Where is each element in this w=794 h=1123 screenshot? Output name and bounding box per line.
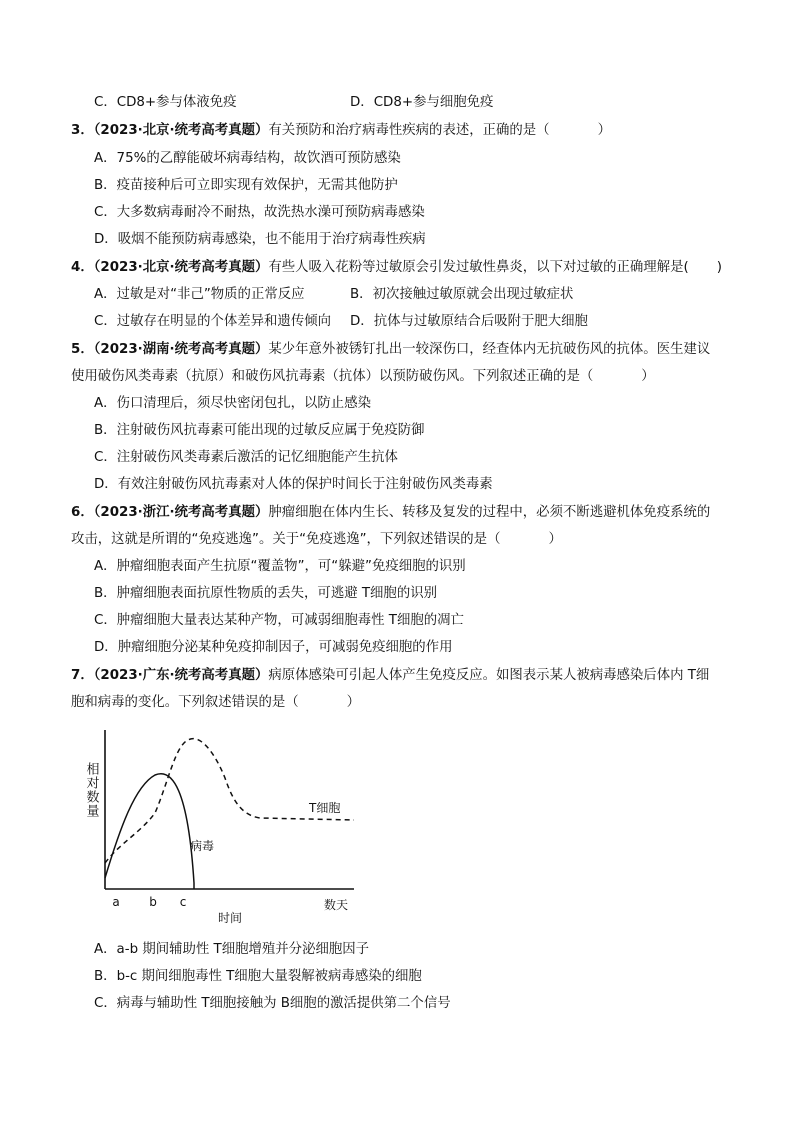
question-3-stem xyxy=(71,122,611,140)
tick-c-label: c xyxy=(179,895,187,909)
question-text: 某少年意外被锈钉扎出一较深伤口，经查体内无抗破伤风的抗体。医生建议 xyxy=(268,342,711,357)
question-text: 病原体感染可引起人体产生免疫反应。如图表示某人被病毒感染后体内 T细 xyxy=(268,668,710,683)
q7-option-b: B．b-c 期间细胞毒性 T细胞大量裂解被病毒感染的细胞 xyxy=(94,969,422,984)
tick-a-label: a xyxy=(112,895,120,909)
question-6-stem-line-2 xyxy=(71,531,562,549)
tcell-virus-graph xyxy=(80,728,370,928)
question-text: 有关预防和治疗病毒性疾病的表述，正确的是（ xyxy=(268,123,550,138)
q4-option-d: D．抗体与过敏原结合后吸附于肥大细胞 xyxy=(350,314,588,329)
q6-option-c: C．肿瘤细胞大量表达某种产物，可减弱细胞毒性 T细胞的凋亡 xyxy=(94,613,464,628)
virus-curve xyxy=(105,774,194,889)
q7-option-c: C．病毒与辅助性 T细胞接触为 B细胞的激活提供第二个信号 xyxy=(94,996,451,1011)
question-source: （2023·北京·统考高考真题） xyxy=(93,260,269,275)
q5-option-c: C．注射破伤风类毒素后激活的记忆细胞能产生抗体 xyxy=(94,450,398,465)
question-5-stem xyxy=(71,341,710,359)
q5-option-d: D．有效注射破伤风抗毒素对人体的保护时间长于注射破伤风类毒素 xyxy=(94,477,493,492)
answer-bracket-close: ） xyxy=(548,532,562,547)
question-number: 5． xyxy=(71,342,94,357)
q6-option-a: A．肿瘤细胞表面产生抗原“覆盖物”，可“躲避”免疫细胞的识别 xyxy=(94,559,466,574)
tick-b-label: b xyxy=(149,895,157,909)
answer-bracket-close: ） xyxy=(597,123,611,138)
question-number: 7． xyxy=(71,668,94,683)
q4-option-a: A．过敏是对“非己”物质的正常反应 xyxy=(94,287,305,302)
question-source: （2023·湖南·统考高考真题） xyxy=(93,342,269,357)
question-6-stem xyxy=(71,504,710,522)
q6-option-b: B．肿瘤细胞表面抗原性物质的丢失，可逃避 T细胞的识别 xyxy=(94,586,437,601)
q2-option-d: D．CD8+参与细胞免疫 xyxy=(350,95,494,110)
q3-option-a: A．75%的乙醇能破坏病毒结构，故饮酒可预防感染 xyxy=(94,151,401,166)
answer-bracket-close: ) xyxy=(716,260,722,275)
virus-label: 病毒 xyxy=(190,839,215,853)
q3-option-b: B．疫苗接种后可立即实现有效保护，无需其他防护 xyxy=(94,178,398,193)
question-7-stem-line-2 xyxy=(71,694,360,712)
question-text: 有些人吸入花粉等过敏原会引发过敏性鼻炎，以下对过敏的正确理解是( xyxy=(268,260,689,275)
question-number: 3． xyxy=(71,123,94,138)
question-7-stem xyxy=(71,667,709,685)
question-4-stem xyxy=(71,259,722,277)
y-axis-label: 相对数量 xyxy=(83,762,99,818)
question-5-stem-line-2 xyxy=(71,368,655,386)
q5-option-a: A．伤口清理后，须尽快密闭包扎，以防止感染 xyxy=(94,396,371,411)
question-source: （2023·北京·统考高考真题） xyxy=(93,123,269,138)
q4-option-b: B．初次接触过敏原就会出现过敏症状 xyxy=(350,287,574,302)
tcell-label: T细胞 xyxy=(309,801,341,815)
q3-option-d: D．吸烟不能预防病毒感染，也不能用于治疗病毒性疾病 xyxy=(94,232,426,247)
question-number: 4． xyxy=(71,260,94,275)
answer-bracket-close: ） xyxy=(641,369,655,384)
q5-option-b: B．注射破伤风抗毒素可能出现的过敏反应属于免疫防御 xyxy=(94,423,425,438)
question-text: 攻击，这就是所谓的“免疫逃逸”。关于“免疫逃逸”，下列叙述错误的是（ xyxy=(71,532,501,547)
question-source: （2023·浙江·统考高考真题） xyxy=(93,505,269,520)
q4-option-c: C．过敏存在明显的个体差异和遗传倾向 xyxy=(94,314,331,329)
q3-option-c: C．大多数病毒耐冷不耐热，故洗热水澡可预防病毒感染 xyxy=(94,205,425,220)
q6-option-d: D．肿瘤细胞分泌某种免疫抑制因子，可减弱免疫细胞的作用 xyxy=(94,640,453,655)
x-axis-label: 时间 xyxy=(217,911,243,925)
answer-bracket-close: ） xyxy=(346,695,361,710)
q7-option-a: A．a-b 期间辅助性 T细胞增殖并分泌细胞因子 xyxy=(94,942,370,957)
q2-option-c: C．CD8+参与体液免疫 xyxy=(94,95,237,110)
x-axis-unit: 数天 xyxy=(323,898,349,912)
question-text: 使用破伤风类毒素（抗原）和破伤风抗毒素（抗体）以预防破伤风。下列叙述正确的是（ xyxy=(71,369,594,384)
question-text: 胞和病毒的变化。下列叙述错误的是（ xyxy=(71,695,299,710)
question-text: 肿瘤细胞在体内生长、转移及复发的过程中，必须不断逃避机体免疫系统的 xyxy=(268,505,711,520)
question-number: 6． xyxy=(71,505,94,520)
question-source: （2023·广东·统考高考真题） xyxy=(93,668,269,683)
